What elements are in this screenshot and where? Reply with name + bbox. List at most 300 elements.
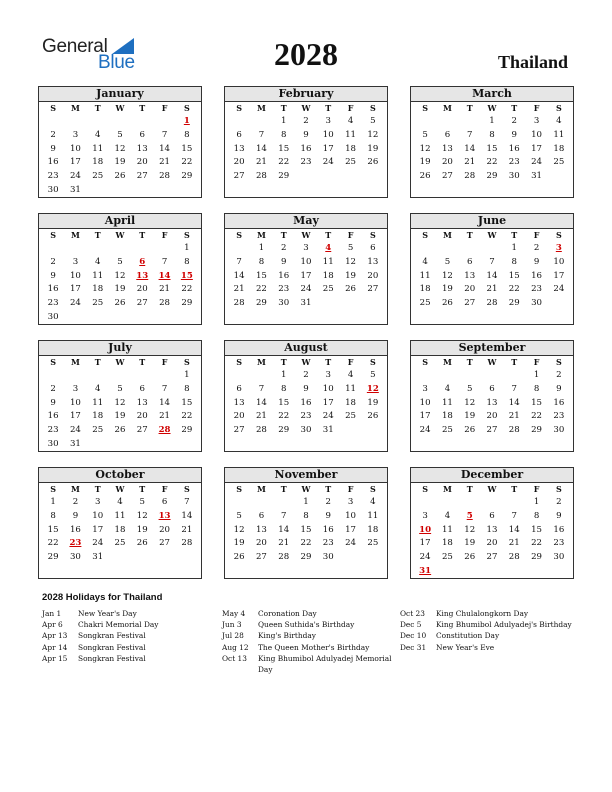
day-cell: 5 — [347, 243, 354, 253]
year-title: 2028 — [274, 36, 338, 72]
day-cell: 23 — [47, 171, 59, 182]
day-cell — [176, 438, 198, 452]
holiday-item — [400, 619, 580, 630]
weekday-label: M — [70, 103, 80, 113]
day-cell: 12 — [233, 524, 245, 535]
day-cell: 27 — [255, 552, 267, 563]
day-cell: 2 — [556, 497, 562, 507]
day-cell — [109, 242, 131, 256]
day-cell: 18 — [553, 143, 565, 154]
day-cell: 17 — [345, 524, 357, 535]
weekday-label: W — [115, 230, 125, 240]
weekday-label: W — [301, 357, 311, 367]
day-cell: 15 — [508, 270, 520, 281]
weekday-label: M — [442, 230, 452, 240]
weekday-label: W — [301, 230, 311, 240]
week-row — [411, 510, 573, 524]
day-cell: 30 — [278, 298, 290, 309]
day-cell: 20 — [486, 411, 498, 422]
weekday-label: T — [94, 103, 101, 113]
day-cell: 29 — [181, 171, 193, 182]
day-cell: 3 — [72, 383, 79, 394]
weekday-label: W — [115, 357, 125, 367]
day-cell — [153, 438, 175, 452]
day-cell: 12 — [464, 524, 476, 535]
month-august — [224, 340, 388, 452]
day-cell — [64, 311, 86, 325]
holiday-item — [400, 630, 580, 641]
day-cell: 22 — [300, 538, 312, 549]
month-june — [410, 213, 574, 325]
day-cell: 2 — [303, 370, 309, 380]
day-cell — [64, 369, 86, 383]
day-cell: 6 — [236, 129, 242, 140]
holiday-date: Apr 15 — [42, 653, 68, 663]
day-cell: 16 — [278, 270, 290, 281]
day-cell: 11 — [441, 524, 453, 535]
day-cell — [481, 369, 503, 383]
day-cell: 4 — [370, 497, 376, 507]
day-cell — [131, 184, 153, 198]
day-cell: 11 — [345, 383, 357, 394]
day-cell: 3 — [325, 116, 331, 126]
day-cell — [153, 311, 175, 325]
holiday-day-cell: 15 — [180, 270, 193, 281]
holiday-day-cell: 13 — [136, 270, 149, 281]
day-cell: 7 — [511, 383, 517, 394]
holiday-list — [42, 592, 582, 675]
day-cell: 15 — [181, 143, 193, 154]
day-cell: 6 — [444, 129, 451, 140]
day-cell: 9 — [50, 397, 56, 408]
day-cell: 26 — [367, 411, 379, 422]
weekday-label: T — [511, 484, 518, 494]
month-name: September — [411, 341, 573, 356]
day-cell — [414, 496, 436, 510]
day-cell — [131, 551, 153, 565]
day-cell: 30 — [47, 438, 59, 449]
day-cell: 27 — [367, 284, 379, 295]
month-name: August — [225, 341, 387, 356]
day-cell — [273, 496, 295, 510]
weekday-label: W — [487, 357, 497, 367]
day-cell: 19 — [367, 397, 379, 408]
day-cell — [436, 496, 458, 510]
weekday-header — [39, 229, 201, 242]
day-cell: 17 — [419, 538, 431, 549]
day-cell: 26 — [114, 425, 126, 436]
day-cell: 3 — [303, 243, 309, 253]
day-cell: 20 — [136, 157, 148, 168]
day-cell: 22 — [278, 157, 290, 168]
day-cell: 17 — [69, 284, 81, 295]
weekday-header — [225, 102, 387, 115]
day-cell: 2 — [511, 116, 517, 126]
weekday-header — [411, 483, 573, 496]
day-cell: 6 — [489, 510, 495, 521]
weekday-label: M — [256, 230, 266, 240]
day-cell: 20 — [233, 411, 245, 422]
day-cell: 30 — [322, 552, 334, 563]
day-cell: 24 — [345, 538, 357, 549]
holiday-name: King Chulalongkorn Day — [436, 609, 529, 618]
day-cell: 9 — [325, 510, 331, 521]
day-cell: 19 — [464, 538, 476, 549]
day-cell — [503, 369, 525, 383]
holiday-name: New Year's Eve — [436, 642, 495, 652]
day-cell — [295, 170, 317, 184]
day-cell — [176, 311, 198, 325]
day-cell: 24 — [531, 157, 543, 168]
holiday-date: Oct 13 — [222, 653, 247, 663]
day-cell: 26 — [441, 298, 453, 309]
weekday-label: F — [161, 484, 168, 494]
weekday-label: F — [161, 230, 168, 240]
day-cell: 25 — [345, 157, 357, 168]
day-cell: 24 — [553, 284, 565, 295]
day-cell: 12 — [345, 256, 357, 267]
day-cell: 28 — [159, 171, 171, 182]
day-cell: 1 — [303, 497, 309, 507]
day-cell: 21 — [464, 157, 476, 168]
day-cell: 14 — [508, 397, 520, 408]
day-cell: 15 — [531, 524, 543, 535]
day-cell: 9 — [556, 383, 562, 394]
day-cell: 7 — [489, 256, 495, 267]
day-cell: 11 — [114, 510, 126, 521]
weekday-label: M — [70, 230, 80, 240]
day-cell: 18 — [322, 270, 334, 281]
day-cell: 9 — [303, 129, 309, 140]
day-cell: 24 — [322, 411, 334, 422]
weekday-header — [225, 356, 387, 369]
weekday-label: S — [422, 484, 429, 494]
day-cell: 23 — [508, 157, 520, 168]
day-cell: 27 — [136, 171, 148, 182]
week-row — [411, 170, 573, 184]
day-cell: 5 — [444, 256, 451, 267]
week-row — [39, 156, 201, 170]
day-cell: 10 — [300, 256, 312, 267]
day-cell: 5 — [117, 256, 123, 267]
day-cell — [131, 438, 153, 452]
weekday-header — [411, 229, 573, 242]
day-cell: 20 — [233, 157, 245, 168]
weekday-label: W — [301, 103, 311, 113]
weekday-label: T — [325, 484, 332, 494]
month-september — [410, 340, 574, 452]
day-cell — [153, 551, 175, 565]
day-cell: 19 — [114, 157, 126, 168]
week-row — [39, 170, 201, 184]
week-row — [39, 311, 201, 325]
day-cell: 29 — [278, 425, 290, 436]
week-row — [225, 410, 387, 424]
day-cell: 8 — [184, 383, 190, 394]
day-cell: 16 — [47, 284, 59, 295]
weekday-label: S — [555, 484, 562, 494]
holiday-name: King Bhumibol Adulyadej's Birthday — [436, 620, 572, 630]
day-cell: 1 — [533, 370, 540, 380]
day-cell: 3 — [533, 116, 540, 126]
day-cell: 23 — [322, 538, 334, 549]
weekday-label: W — [487, 230, 497, 240]
week-row — [39, 524, 201, 538]
weekday-label: T — [466, 230, 473, 240]
day-cell: 7 — [161, 256, 168, 267]
weekday-label: S — [422, 357, 429, 367]
day-cell: 2 — [556, 370, 562, 380]
holiday-date: Dec 31 — [400, 642, 427, 652]
holiday-date: Jun 3 — [222, 620, 242, 630]
day-cell: 10 — [553, 256, 565, 267]
day-cell: 29 — [531, 552, 543, 563]
week-row — [225, 143, 387, 157]
day-cell: 5 — [117, 383, 123, 394]
day-cell: 4 — [444, 510, 451, 521]
day-cell: 16 — [553, 397, 565, 408]
day-cell: 17 — [553, 270, 565, 281]
weekday-label: T — [280, 103, 287, 113]
day-cell: 17 — [69, 157, 81, 168]
day-cell: 28 — [486, 298, 498, 309]
weekday-label: M — [256, 484, 266, 494]
holiday-day-cell: 31 — [419, 565, 432, 576]
day-cell: 21 — [233, 284, 245, 295]
day-cell: 25 — [419, 298, 431, 309]
weekday-label: W — [487, 103, 497, 113]
month-name: October — [39, 468, 201, 483]
week-row — [411, 369, 573, 383]
week-row — [225, 297, 387, 311]
day-cell: 4 — [94, 256, 101, 267]
day-cell: 4 — [556, 116, 562, 126]
day-cell: 7 — [161, 383, 168, 394]
weekday-label: S — [183, 103, 190, 113]
weekday-header — [39, 102, 201, 115]
day-cell: 1 — [280, 370, 287, 380]
day-cell: 13 — [136, 143, 148, 154]
holiday-item — [42, 608, 222, 619]
day-cell: 13 — [486, 397, 498, 408]
holiday-item — [222, 630, 402, 641]
month-january — [38, 86, 202, 198]
day-cell — [503, 496, 525, 510]
day-cell: 5 — [236, 510, 242, 521]
day-cell: 14 — [159, 397, 171, 408]
day-cell — [228, 242, 250, 256]
day-cell: 20 — [367, 270, 379, 281]
day-cell: 8 — [280, 383, 287, 394]
day-cell — [64, 115, 86, 129]
week-row — [411, 270, 573, 284]
week-row — [411, 297, 573, 311]
month-may — [224, 213, 388, 325]
day-cell: 6 — [236, 383, 242, 394]
weekday-label: S — [369, 484, 376, 494]
week-row — [39, 369, 201, 383]
day-cell: 21 — [159, 284, 171, 295]
day-cell: 14 — [233, 270, 245, 281]
day-cell: 21 — [255, 411, 267, 422]
holiday-name: King's Birthday — [258, 631, 316, 641]
day-cell: 2 — [50, 383, 56, 394]
weekday-label: S — [50, 357, 57, 367]
day-cell: 25 — [92, 298, 104, 309]
day-cell: 18 — [345, 397, 357, 408]
day-cell: 26 — [419, 171, 431, 182]
day-cell: 12 — [114, 270, 126, 281]
day-cell — [548, 170, 570, 184]
weekday-label: M — [256, 357, 266, 367]
day-cell — [87, 184, 109, 198]
week-row — [39, 270, 201, 284]
day-cell — [87, 311, 109, 325]
day-cell: 3 — [422, 510, 428, 521]
day-cell: 19 — [345, 270, 357, 281]
week-row — [225, 551, 387, 565]
day-cell: 9 — [533, 256, 540, 267]
weekday-label: S — [50, 103, 57, 113]
day-cell: 7 — [184, 497, 190, 507]
day-cell: 25 — [92, 171, 104, 182]
day-cell — [317, 297, 339, 311]
day-cell: 13 — [441, 143, 453, 154]
day-cell: 9 — [50, 270, 56, 281]
month-name: April — [39, 214, 201, 229]
day-cell: 2 — [280, 243, 287, 253]
weekday-label: M — [442, 484, 452, 494]
day-cell: 29 — [47, 552, 59, 563]
day-cell — [87, 115, 109, 129]
day-cell: 26 — [114, 298, 126, 309]
holiday-list-title: 2028 Holidays for Thailand — [42, 592, 163, 603]
day-cell: 23 — [47, 425, 59, 436]
day-cell: 14 — [486, 270, 498, 281]
day-cell: 30 — [553, 552, 565, 563]
week-row — [225, 270, 387, 284]
week-row — [225, 496, 387, 510]
day-cell: 7 — [161, 129, 168, 140]
week-row — [411, 242, 573, 256]
week-row — [411, 143, 573, 157]
weekday-label: M — [256, 103, 266, 113]
day-cell: 15 — [255, 270, 267, 281]
day-cell: 17 — [322, 397, 334, 408]
month-march — [410, 86, 574, 198]
day-cell: 19 — [114, 284, 126, 295]
holiday-day-cell: 14 — [158, 270, 171, 281]
week-row — [39, 551, 201, 565]
week-row — [411, 565, 573, 579]
month-name: March — [411, 87, 573, 102]
day-cell: 3 — [347, 497, 354, 507]
day-cell: 9 — [280, 256, 287, 267]
day-cell: 21 — [508, 538, 520, 549]
day-cell: 2 — [325, 497, 331, 507]
day-cell — [153, 242, 175, 256]
day-cell: 17 — [419, 411, 431, 422]
day-cell: 6 — [370, 243, 376, 253]
day-cell — [525, 565, 547, 579]
day-cell — [339, 424, 361, 438]
month-february — [224, 86, 388, 198]
day-cell — [548, 565, 570, 579]
day-cell: 11 — [92, 397, 104, 408]
day-cell: 15 — [47, 524, 59, 535]
day-cell: 31 — [531, 171, 543, 182]
week-row — [225, 170, 387, 184]
day-cell: 23 — [553, 411, 565, 422]
day-cell — [339, 297, 361, 311]
day-cell: 12 — [114, 397, 126, 408]
day-cell: 22 — [278, 411, 290, 422]
day-cell — [87, 369, 109, 383]
day-cell — [362, 551, 384, 565]
day-cell: 15 — [531, 397, 543, 408]
month-name: January — [39, 87, 201, 102]
day-cell: 4 — [422, 256, 428, 267]
day-cell: 13 — [464, 270, 476, 281]
day-cell: 13 — [367, 256, 379, 267]
day-cell: 14 — [181, 510, 193, 521]
day-cell: 7 — [236, 256, 242, 267]
holiday-item — [42, 619, 222, 630]
weekday-label: S — [236, 230, 243, 240]
week-row — [411, 537, 573, 551]
weekday-label: S — [369, 103, 376, 113]
holiday-day-cell: 10 — [419, 524, 432, 535]
day-cell: 14 — [278, 524, 290, 535]
day-cell: 28 — [159, 298, 171, 309]
day-cell: 15 — [181, 397, 193, 408]
day-cell: 11 — [419, 270, 431, 281]
day-cell: 28 — [278, 552, 290, 563]
day-cell: 18 — [92, 157, 104, 168]
day-cell: 3 — [72, 129, 79, 140]
weekday-label: T — [511, 230, 518, 240]
day-cell: 28 — [233, 298, 245, 309]
day-cell: 14 — [159, 143, 171, 154]
day-cell: 21 — [508, 411, 520, 422]
day-cell: 8 — [533, 383, 540, 394]
day-cell — [362, 424, 384, 438]
day-cell: 24 — [69, 298, 81, 309]
weekday-label: S — [50, 484, 57, 494]
day-cell — [64, 242, 86, 256]
weekday-label: F — [161, 357, 168, 367]
day-cell: 31 — [69, 438, 81, 449]
day-cell: 22 — [255, 284, 267, 295]
day-cell: 22 — [47, 538, 59, 549]
week-row — [225, 524, 387, 538]
week-row — [411, 551, 573, 565]
day-cell: 11 — [553, 129, 565, 140]
weekday-header — [39, 356, 201, 369]
holiday-column — [400, 608, 580, 653]
holiday-date: Aug 12 — [222, 642, 249, 652]
day-cell: 26 — [114, 171, 126, 182]
day-cell: 23 — [531, 284, 543, 295]
day-cell — [339, 170, 361, 184]
day-cell: 28 — [255, 171, 267, 182]
day-cell: 21 — [255, 157, 267, 168]
day-cell: 25 — [345, 411, 357, 422]
holiday-item — [222, 642, 402, 653]
day-cell — [459, 369, 481, 383]
weekday-label: S — [422, 230, 429, 240]
day-cell: 20 — [464, 284, 476, 295]
